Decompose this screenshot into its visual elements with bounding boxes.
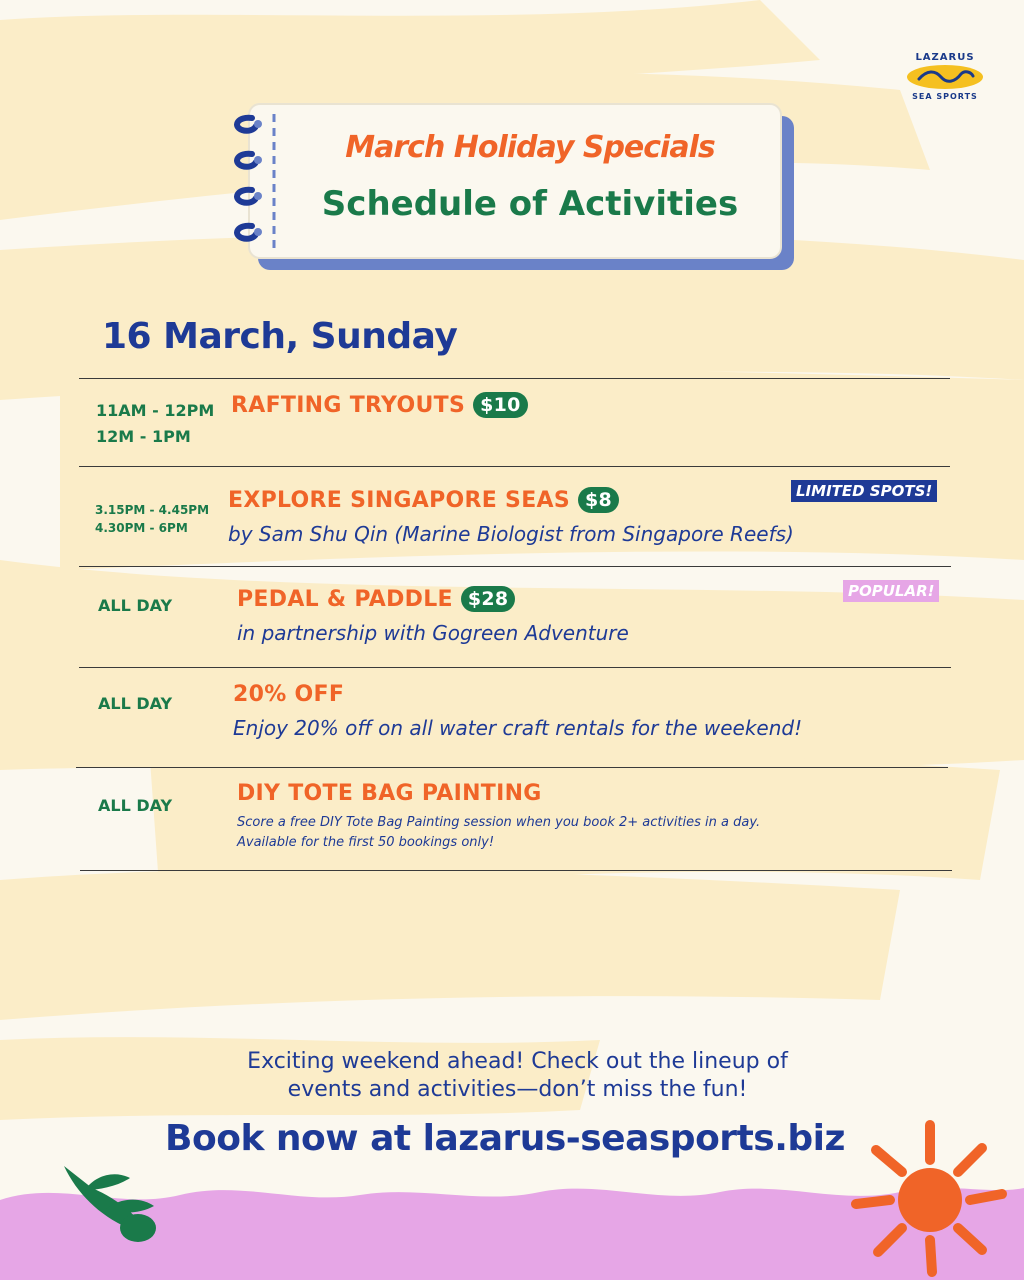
price-badge: $8 xyxy=(578,487,619,513)
divider xyxy=(79,667,951,668)
title-schedule-of-activities: Schedule of Activities xyxy=(321,184,739,224)
spiral-binding-icon xyxy=(228,112,278,252)
date-heading: 16 March, Sunday xyxy=(102,316,458,357)
brand-logo xyxy=(900,52,990,104)
price-badge: $28 xyxy=(461,586,516,612)
wave-logo-icon xyxy=(905,62,985,92)
popular-badge: POPULAR! xyxy=(843,580,939,602)
activity-subtitle: Available for the first 50 bookings only! xyxy=(237,835,495,850)
divider xyxy=(79,378,950,379)
activity-title-text: DIY TOTE BAG PAINTING xyxy=(237,781,542,806)
limited-spots-badge: LIMITED SPOTS! xyxy=(791,480,937,502)
footer-line: events and activities—don’t miss the fun! xyxy=(287,1077,748,1102)
activity-title-text: 20% OFF xyxy=(233,682,345,707)
activity-subtitle: in partnership with Gogreen Adventure xyxy=(237,621,629,645)
activity-time: 4.30PM - 6PM xyxy=(95,521,188,535)
sun-icon xyxy=(856,1125,1002,1272)
activity-subtitle: by Sam Shu Qin (Marine Biologist from Singapore Reefs) xyxy=(228,522,794,546)
activity-title xyxy=(231,392,528,418)
logo-text-bottom: SEA SPORTS xyxy=(912,92,978,101)
title-march-holiday-specials: March Holiday Specials xyxy=(345,130,715,165)
activity-title xyxy=(233,682,344,707)
divider xyxy=(80,870,952,871)
activity-title-text: EXPLORE SINGAPORE SEAS xyxy=(228,487,571,513)
activity-subtitle: Enjoy 20% off on all water craft rentals for the weekend! xyxy=(233,716,803,740)
title-card xyxy=(248,103,782,259)
footer-line: Exciting weekend ahead! Check out the lineup of xyxy=(247,1049,788,1074)
activity-time: 3.15PM - 4.45PM xyxy=(95,503,210,517)
divider xyxy=(79,466,950,467)
price-badge: $10 xyxy=(473,392,528,418)
activity-title xyxy=(237,586,515,612)
divider xyxy=(79,566,951,567)
activity-title xyxy=(237,781,542,806)
activity-time: ALL DAY xyxy=(98,796,173,815)
activity-title-text: PEDAL & PADDLE xyxy=(237,586,453,612)
bottom-decoration xyxy=(0,1120,1024,1280)
activity-time: ALL DAY xyxy=(98,596,173,615)
activity-time: ALL DAY xyxy=(98,694,173,713)
activity-time: 11AM - 12PM xyxy=(96,401,215,420)
activity-title-text: RAFTING TRYOUTS xyxy=(231,392,466,418)
activity-time: 12M - 1PM xyxy=(96,427,191,446)
divider xyxy=(76,767,948,768)
book-now-link[interactable]: Book now at lazarus-seasports.biz xyxy=(165,1118,845,1159)
activity-subtitle: Score a free DIY Tote Bag Painting session when you book 2+ activities in a day. xyxy=(237,815,761,830)
footer-message xyxy=(150,1048,885,1104)
logo-text-top: LAZARUS xyxy=(915,52,975,63)
activity-title xyxy=(228,487,619,513)
